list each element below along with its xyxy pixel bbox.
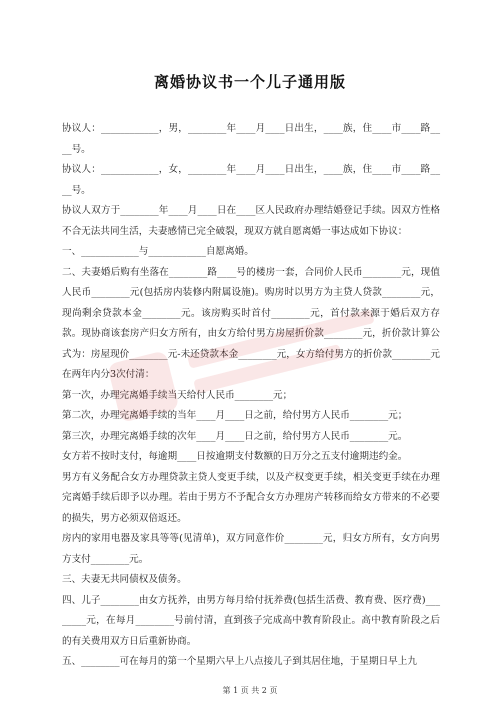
paragraph-marriage-registration: 协议人双方于________年____月____日在____区人民政府办理结婚登记手续。因双方性格不合无法共同生活，夫妻感情已完全破裂，现双方就自愿离婚一事达成如下协议：: [62, 205, 440, 237]
paragraph-clause-1: 一、____________与____________自愿离婚。: [62, 246, 254, 257]
paragraph-clause-4: 四、儿子________由女方抚养，由男方每月给付抚养费(包括生活费、教育费、医疗费)________元，在每月________号前付清，直到孩子完成高中教育阶段止。高中教育阶段之后的有关费用双方日后重新协商。: [62, 594, 440, 647]
paragraph-clause-3: 三、夫妻无共同债权及债务。: [62, 574, 187, 585]
paragraph-loan-transfer: 男方有义务配合女方办理贷款主贷人变更手续，以及产权变更手续，相关变更手续在办理完离婚手续后即予以办理。若由于男方不予配合女方办理房产转移而给女方带来的不必要的损失，男方必须双倍返还。: [62, 471, 440, 524]
paragraph-clause-5: 五、________可在每月的第一个星期六早上八点接儿子到其居住地，于星期日早上九: [62, 656, 417, 667]
document-body: [62, 119, 440, 673]
paragraph-party-female: 协议人：____________，女，________年____月____日出生，____族，住____市____路____号。: [62, 164, 440, 196]
paragraph-payment-3: 第三次，办理完离婚手续的次年____月____日之前，给付男方人民币________元。: [62, 430, 408, 442]
paragraph-furniture: 房内的家用电器及家具等等(见清单)，双方同意作价________元，归女方所有，女方向男方支付________元。: [62, 533, 440, 565]
paragraph-payment-1: 第一次，办理完离婚手续当天给付人民币________元；: [62, 389, 293, 401]
paragraph-clause-2: 二、夫妻婚后购有坐落在________路____号的楼房一套，合同价人民币________元，现值人民币________元(包括房内装修内附属设施)。购房时以男方为主贷人贷款________元，现尚剩余贷款本金________元。该房购买时首付________元，首付款来源于婚后双方存款。现协商该套房产归女方所有，由女方给付男方房屋折价款________元，折价款计算公式为：房屋现价________元-未还贷款本金________元，女方给付男方的折价款________元在两年内分3次付清：: [62, 266, 440, 380]
document-title: 离婚协议书一个儿子通用版: [153, 73, 346, 91]
paragraph-party-male: 协议人：____________，男，________年____月____日出生，____族，住____市____路____号。: [62, 123, 440, 155]
paragraph-late-penalty: 女方若不按时支付，每逾期____日按逾期支付数额的日万分之五支付逾期违约金。: [62, 451, 408, 462]
page-footer: 第 1 页 共 2 页: [222, 686, 278, 695]
paragraph-payment-2: 第二次，办理完离婚手续的当年____月____日之前，给付男方人民币________元；: [62, 410, 408, 421]
